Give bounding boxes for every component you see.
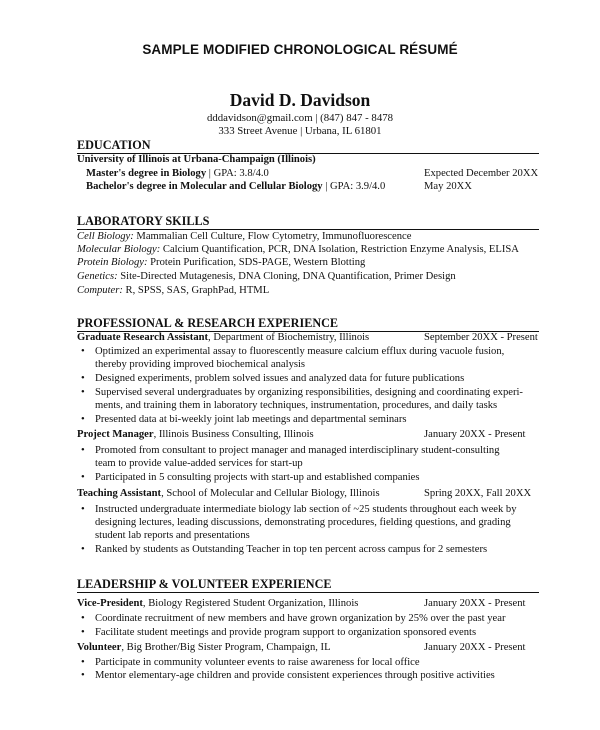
job-3-bullet-2: Ranked by students as Outstanding Teacher in top ten percent across campus for 2 semesters	[95, 544, 488, 555]
education-degree-1	[86, 167, 269, 180]
professional-section	[77, 316, 539, 332]
job-2-bullet-2: Participated in 5 consulting projects with start-up and established companies	[95, 472, 420, 483]
skill-label: Protein Biology:	[77, 257, 148, 268]
job-1-bullet-1a: Optimized an experimental assay to fluorescently measure calcium efflux during vacuole fusion,	[95, 346, 505, 357]
skill-text: Calcium Quantification, PCR, DNA Isolation, Restriction Enzyme Analysis, ELISA	[160, 244, 519, 255]
job-3-bullet-1c: student lab reports and presentations	[95, 530, 250, 541]
job-1-title: Graduate Research Assistant	[77, 332, 209, 343]
skill-line	[77, 243, 519, 256]
bullet-icon: •	[81, 346, 85, 357]
bullet-icon: •	[81, 627, 85, 638]
degree-1-name: Master's degree in Biology	[86, 168, 207, 179]
job-3-bullet-1b: designing lectures, leading discussions, demonstrating procedures, fielding questions, and grading	[95, 517, 511, 528]
skill-label: Computer:	[77, 285, 123, 296]
job-3-bullet-1a: Instructed undergraduate intermediate biology lab section of ~25 students throughout each week by	[95, 504, 517, 515]
role-1-date: January 20XX - Present	[424, 598, 526, 609]
job-1-header	[77, 331, 369, 344]
professional-heading: PROFESSIONAL & RESEARCH EXPERIENCE	[77, 316, 539, 332]
skill-text: R, SPSS, SAS, GraphPad, HTML	[122, 285, 270, 296]
lab-skills-section	[77, 214, 539, 230]
job-3-header	[77, 487, 380, 500]
degree-2-gpa: | GPA: 3.9/4.0	[322, 181, 386, 192]
job-1-date: September 20XX - Present	[424, 332, 538, 343]
skill-text: Mammalian Cell Culture, Flow Cytometry, Immunofluorescence	[133, 231, 412, 242]
skill-line	[77, 256, 365, 269]
bullet-icon: •	[81, 670, 85, 681]
bullet-icon: •	[81, 544, 85, 555]
bullet-icon: •	[81, 445, 85, 456]
job-2-org: , Illinois Business Consulting, Illinois	[153, 429, 314, 440]
role-2-org: , Big Brother/Big Sister Program, Champaign, IL	[121, 642, 331, 653]
role-2-header	[77, 641, 331, 654]
skill-label: Genetics:	[77, 271, 118, 282]
education-heading: EDUCATION	[77, 138, 539, 154]
skill-line	[77, 230, 411, 243]
job-1-org: , Department of Biochemistry, Illinois	[208, 332, 370, 343]
skill-line	[77, 270, 456, 283]
job-2-title: Project Manager	[77, 429, 154, 440]
degree-1-gpa: | GPA: 3.8/4.0	[206, 168, 269, 179]
role-1-org: , Biology Registered Student Organization, Illinois	[142, 598, 359, 609]
bullet-icon: •	[81, 613, 85, 624]
job-3-title: Teaching Assistant	[77, 488, 162, 499]
role-1-title: Vice-President	[77, 598, 143, 609]
education-degree-2	[86, 180, 385, 193]
job-2-header	[77, 428, 314, 441]
role-1-bullet-1: Coordinate recruitment of new members and have grown organization by 25% over the past year	[95, 613, 506, 624]
bullet-icon: •	[81, 414, 85, 425]
role-2-date: January 20XX - Present	[424, 642, 526, 653]
job-1-bullet-4: Presented data at bi-weekly joint lab meetings and departmental seminars	[95, 414, 407, 425]
leadership-heading: LEADERSHIP & VOLUNTEER EXPERIENCE	[77, 577, 539, 593]
job-1-bullet-2: Designed experiments, problem solved issues and analyzed data for future publications	[95, 373, 465, 384]
degree-2-name: Bachelor's degree in Molecular and Cellular Biology	[86, 181, 323, 192]
education-section	[77, 138, 539, 154]
job-2-bullet-1a: Promoted from consultant to project manager and managed interdisciplinary student-consulting	[95, 445, 500, 456]
skill-text: Protein Purification, SDS-PAGE, Western Blotting	[147, 257, 366, 268]
job-2-date: January 20XX - Present	[424, 429, 526, 440]
bullet-icon: •	[81, 373, 85, 384]
job-1-bullet-3b: ments, and training them in laboratory techniques, instrumentation, procedures, and daily tasks	[95, 400, 498, 411]
bullet-icon: •	[81, 657, 85, 668]
document-title: SAMPLE MODIFIED CHRONOLOGICAL RÉSUMÉ	[142, 42, 458, 57]
job-1-bullet-3a: Supervised several undergraduates by organizing responsibilities, designing and coordinating experi-	[95, 387, 523, 398]
job-3-date: Spring 20XX, Fall 20XX	[424, 488, 532, 499]
job-2-bullet-1b: team to provide value-added services for start-up	[95, 458, 303, 469]
candidate-name: David D. Davidson	[229, 90, 371, 110]
bullet-icon: •	[81, 387, 85, 398]
role-1-bullet-2: Facilitate student meetings and provide program support to organization sponsored events	[95, 627, 477, 638]
bullet-icon: •	[81, 472, 85, 483]
skill-text: Site-Directed Mutagenesis, DNA Cloning, DNA Quantification, Primer Design	[117, 271, 456, 282]
role-2-title: Volunteer	[77, 642, 122, 653]
degree-1-date: Expected December 20XX	[424, 168, 539, 179]
bullet-icon: •	[81, 504, 85, 515]
contact-address: 333 Street Avenue | Urbana, IL 61801	[218, 125, 382, 137]
skill-label: Molecular Biology:	[77, 244, 161, 255]
role-2-bullet-1: Participate in community volunteer events to raise awareness for local office	[95, 657, 420, 668]
education-school: University of Illinois at Urbana-Champaign (Illinois)	[77, 154, 316, 165]
degree-2-date: May 20XX	[424, 181, 472, 192]
contact-email-phone: dddavidson@gmail.com | (847) 847 - 8478	[206, 112, 394, 124]
leadership-section	[77, 577, 539, 593]
skill-line	[77, 284, 269, 297]
lab-skills-heading: LABORATORY SKILLS	[77, 214, 539, 230]
role-1-header	[77, 597, 358, 610]
skill-label: Cell Biology:	[77, 231, 134, 242]
job-3-org: , School of Molecular and Cellular Biology, Illinois	[161, 488, 380, 499]
job-1-bullet-1b: thereby providing improved biochemical analysis	[95, 359, 306, 370]
role-2-bullet-2: Mentor elementary-age children and provide consistent experiences through positive activities	[95, 670, 495, 681]
